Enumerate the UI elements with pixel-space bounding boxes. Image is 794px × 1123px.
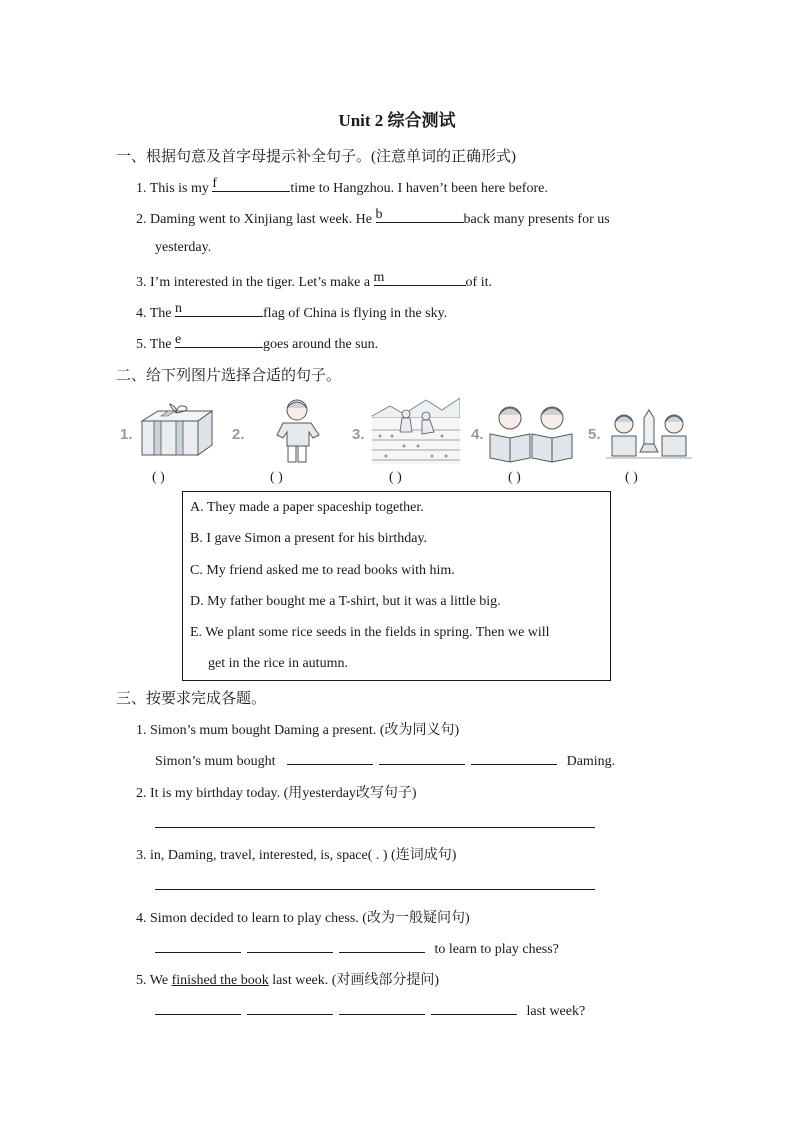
answer-line-3[interactable] [155, 889, 595, 890]
answer-paren-5[interactable]: ( ) [625, 470, 638, 485]
s3-answer-5: last week? [155, 1000, 585, 1020]
gift-box-picture [138, 403, 218, 459]
fill-blank[interactable]: f [212, 177, 290, 192]
rice-field-picture [372, 394, 460, 466]
section2-heading: 二、给下列图片选择合适的句子。 [116, 368, 342, 384]
fill-blank[interactable]: n [175, 302, 263, 317]
answer-blank[interactable] [155, 1000, 241, 1015]
answer-blank[interactable] [247, 1000, 333, 1015]
s3-question-2: 2. It is my birthday today. (用yesterday改写句子) [136, 786, 417, 801]
boys-spaceship-picture [606, 402, 692, 464]
fill-blank[interactable]: b [376, 208, 464, 223]
option-e: E. We plant some rice seeds in the fields in spring. Then we will [190, 625, 550, 640]
boy-tshirt-picture [270, 397, 324, 467]
s3-answer-4: to learn to play chess? [155, 938, 559, 958]
section3-heading: 三、按要求完成各题。 [116, 691, 267, 707]
picture-number-4: 4. [471, 426, 484, 443]
option-b: B. I gave Simon a present for his birthday. [190, 531, 428, 546]
picture-number-5: 5. [588, 426, 601, 443]
picture-number-2: 2. [232, 426, 245, 443]
option-e-cont: get in the rice in autumn. [208, 656, 348, 671]
answer-blank[interactable] [339, 1000, 425, 1015]
answer-blank[interactable] [247, 938, 333, 953]
s1-question-2: 2. Daming went to Xinjiang last week. He b back many presents for us [136, 207, 610, 227]
answer-paren-4[interactable]: ( ) [508, 470, 521, 485]
s1-question-5: 5. The e goes around the sun. [136, 332, 379, 352]
s3-question-5: 5. We finished the book last week. (对画线部分提问) [136, 973, 440, 988]
picture-number-1: 1. [120, 426, 133, 443]
answer-paren-1[interactable]: ( ) [152, 470, 165, 485]
answer-blank[interactable] [471, 750, 557, 765]
s3-question-3: 3. in, Daming, travel, interested, is, space( . ) (连词成句) [136, 848, 457, 863]
option-c: C. My friend asked me to read books with him. [190, 563, 455, 578]
options-box [182, 491, 611, 681]
answer-blank[interactable] [379, 750, 465, 765]
answer-line-2[interactable] [155, 827, 595, 828]
s1-question-1: 1. This is my f time to Hangzhou. I haven’t been here before. [136, 176, 548, 196]
answer-blank[interactable] [431, 1000, 517, 1015]
answer-blank[interactable] [339, 938, 425, 953]
boys-reading-picture [488, 400, 576, 464]
s3-question-1: 1. Simon’s mum bought Daming a present. (改为同义句) [136, 723, 460, 738]
s1-question-2-cont: yesterday. [155, 240, 212, 255]
option-a: A. They made a paper spaceship together. [190, 500, 424, 515]
underlined-phrase: finished the book [171, 973, 269, 988]
answer-paren-2[interactable]: ( ) [270, 470, 283, 485]
s1-question-3: 3. I’m interested in the tiger. Let’s make a m of it. [136, 270, 492, 290]
s3-answer-1: Simon’s mum bought Daming. [155, 750, 615, 770]
page-title: Unit 2 综合测试 [338, 111, 456, 130]
section1-heading: 一、根据句意及首字母提示补全句子。(注意单词的正确形式) [116, 149, 516, 165]
option-d: D. My father bought me a T-shirt, but it was a little big. [190, 594, 501, 609]
picture-number-3: 3. [352, 426, 365, 443]
fill-blank[interactable]: e [175, 333, 263, 348]
s3-question-4: 4. Simon decided to learn to play chess. (改为一般疑问句) [136, 911, 470, 926]
answer-paren-3[interactable]: ( ) [389, 470, 402, 485]
answer-blank[interactable] [155, 938, 241, 953]
fill-blank[interactable]: m [374, 271, 466, 286]
answer-blank[interactable] [287, 750, 373, 765]
s1-question-4: 4. The n flag of China is flying in the sky. [136, 301, 448, 321]
